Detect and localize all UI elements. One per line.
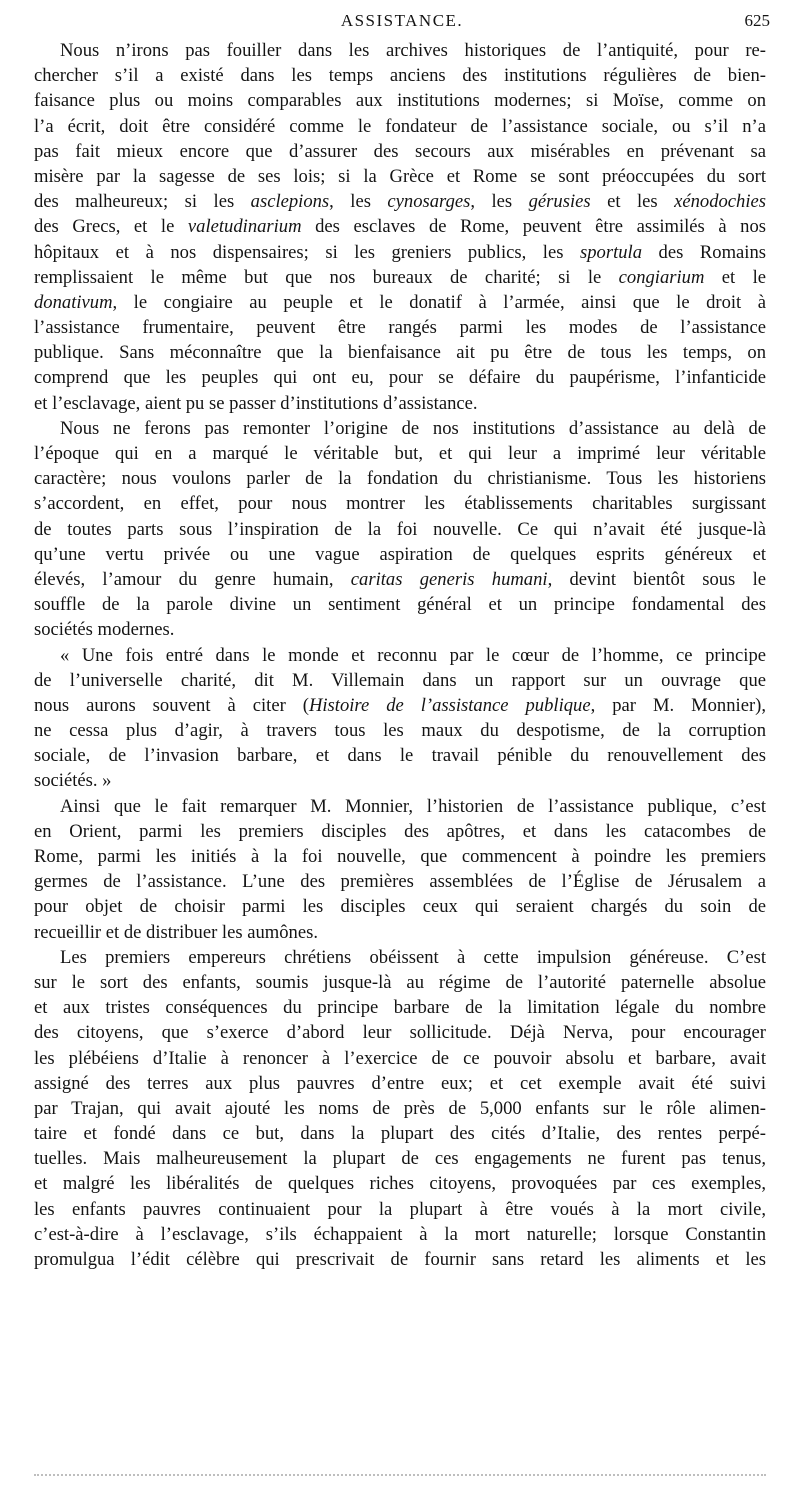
paragraph bbox=[34, 945, 766, 1272]
text-line: des malheureux; si les asclepions, les cynosarges, les gérusies et les xénodochies bbox=[34, 191, 766, 213]
text-line: Nous n’irons pas fouiller dans les archives historiques de l’antiquité, pour re- bbox=[60, 40, 766, 61]
text-line: sociétés modernes. bbox=[34, 619, 175, 641]
text-line: élevés, l’amour du genre humain, caritas generis humani, devint bientôt sous le bbox=[34, 568, 767, 590]
text-line: nous aurons souvent à citer (Histoire de l’assistance publique, par M. Monnier), bbox=[34, 694, 766, 716]
text-line: Ainsi que le fait remarquer M. Monnier, l’historien de l’assistance publique, c’est bbox=[60, 795, 766, 817]
text-line: l’époque qui en a marqué le véritable but, et qui leur a imprimé leur véritable bbox=[34, 443, 766, 464]
text-line: pas fait mieux encore que d’assurer des secours aux misérables en prévenant sa bbox=[34, 140, 766, 162]
text-line: comprend que les peuples qui ont eu, pour se défaire du paupérisme, l’infanticide bbox=[34, 367, 766, 389]
text-line: donativum, le congiaire au peuple et le donatif à l’armée, ainsi que le droit à bbox=[34, 291, 766, 313]
text-line: caractère; nous voulons parler de la fondation du christianisme. Tous les historiens bbox=[34, 468, 766, 490]
text-line: l’assistance frumentaire, peuvent être rangés parmi les modes de l’assistance bbox=[34, 317, 766, 339]
text-line: ne cessa plus d’agir, à travers tous les maux du despotisme, de la corruption bbox=[34, 720, 766, 742]
running-head bbox=[34, 6, 770, 36]
text-line: qu’une vertu privée ou une vague aspiration de quelques esprits généreux et bbox=[34, 543, 766, 565]
text-line: les plébéiens d’Italie à renoncer à l’exercice de ce pouvoir absolu et barbare, avait bbox=[34, 1047, 766, 1069]
text-line: et aux tristes conséquences du principe barbare de la limitation légale du nombre bbox=[34, 997, 766, 1019]
text-line: misère par la sagesse de ses lois; si la Grèce et Rome se sont préoccupées du sort bbox=[34, 165, 766, 187]
text-line: de l’universelle charité, dit M. Villemain dans un rapport sur un ouvrage que bbox=[34, 669, 766, 691]
running-title: ASSISTANCE. bbox=[340, 11, 464, 30]
text-line: chercher s’il a existé dans les temps anciens des institutions régulières de bien- bbox=[34, 65, 766, 87]
text-line: Rome, parmi les initiés à la foi nouvelle, que commencent à poindre les premiers bbox=[34, 846, 766, 867]
text-line: taire et fondé dans ce but, dans la plupart des cités d’Italie, des rentes perpé- bbox=[34, 1123, 766, 1145]
text-line: « Une fois entré dans le monde et reconnu par le cœur de l’homme, ce principe bbox=[60, 644, 766, 666]
text-line: par Trajan, qui avait ajouté les noms de près de 5,000 enfants sur le rôle alimen- bbox=[34, 1097, 766, 1119]
paragraph bbox=[34, 794, 766, 945]
text-line: des citoyens, que s’exerce d’abord leur sollicitude. Déjà Nerva, pour encourager bbox=[34, 1022, 766, 1044]
paragraph bbox=[34, 643, 766, 794]
text-line: sur le sort des enfants, soumis jusque-là au régime de l’autorité paternelle absolue bbox=[34, 971, 766, 993]
text-line: les enfants pauvres continuaient pour la plupart à être voués à la mort civile, bbox=[34, 1198, 766, 1220]
text-line: faisance plus ou moins comparables aux institutions modernes; si Moïse, comme on bbox=[34, 90, 766, 112]
text-line: recueillir et de distribuer les aumônes. bbox=[34, 921, 318, 943]
text-line: promulgua l’édit célèbre qui prescrivait de fournir sans retard les aliments et les bbox=[34, 1249, 766, 1270]
footer-rule bbox=[34, 1474, 766, 1476]
page-number: 625 bbox=[744, 11, 770, 30]
paragraph bbox=[34, 416, 766, 643]
text-line: s’accordent, en effet, pour nous montrer les établissements charitables surgissant bbox=[34, 493, 766, 515]
text-line: Les premiers empereurs chrétiens obéissent à cette impulsion généreuse. C’est bbox=[60, 946, 766, 968]
text-line: germes de l’assistance. L’une des premières assemblées de l’Église de Jérusalem a bbox=[34, 871, 766, 893]
text-line: remplissaient le même but que nos bureaux de charité; si le congiarium et le bbox=[34, 266, 766, 288]
text-line: en Orient, parmi les premiers disciples des apôtres, et dans les catacombes de bbox=[34, 820, 766, 842]
body-text bbox=[34, 38, 766, 1272]
text-line: et malgré les libéralités de quelques riches citoyens, provoquées par ces exemples, bbox=[34, 1173, 766, 1195]
text-line: assigné des terres aux plus pauvres d’entre eux; et cet exemple avait été suivi bbox=[34, 1072, 766, 1094]
text-line: de toutes parts sous l’inspiration de la foi nouvelle. Ce qui n’avait été jusque-là bbox=[34, 518, 766, 540]
text-line: pour objet de choisir parmi les disciples ceux qui seraient chargés du soin de bbox=[34, 896, 766, 918]
text-line: hôpitaux et à nos dispensaires; si les greniers publics, les sportula des Romains bbox=[34, 241, 767, 263]
text-line: sociale, de l’invasion barbare, et dans le travail pénible du renouvellement des bbox=[34, 745, 766, 767]
paragraph bbox=[34, 38, 766, 416]
text-line: Nous ne ferons pas remonter l’origine de nos institutions d’assistance au delà de bbox=[60, 417, 766, 439]
text-line: l’a écrit, doit être considéré comme le fondateur de l’assistance sociale, ou s’il n’a bbox=[34, 115, 766, 137]
text-line: sociétés. » bbox=[34, 770, 112, 792]
text-line: publique. Sans méconnaître que la bienfaisance ait pu être de tous les temps, on bbox=[34, 342, 766, 364]
text-line: des Grecs, et le valetudinarium des esclaves de Rome, peuvent être assimilés à nos bbox=[34, 216, 766, 238]
text-line: et l’esclavage, aient pu se passer d’institutions d’assistance. bbox=[34, 392, 478, 414]
text-line: tuelles. Mais malheureusement la plupart de ces engagements ne furent pas tenus, bbox=[34, 1148, 766, 1170]
text-line: c’est-à-dire à l’esclavage, s’ils échappaient à la mort naturelle; lorsque Constantin bbox=[34, 1223, 766, 1245]
text-line: souffle de la parole divine un sentiment général et un principe fondamental des bbox=[34, 594, 766, 616]
